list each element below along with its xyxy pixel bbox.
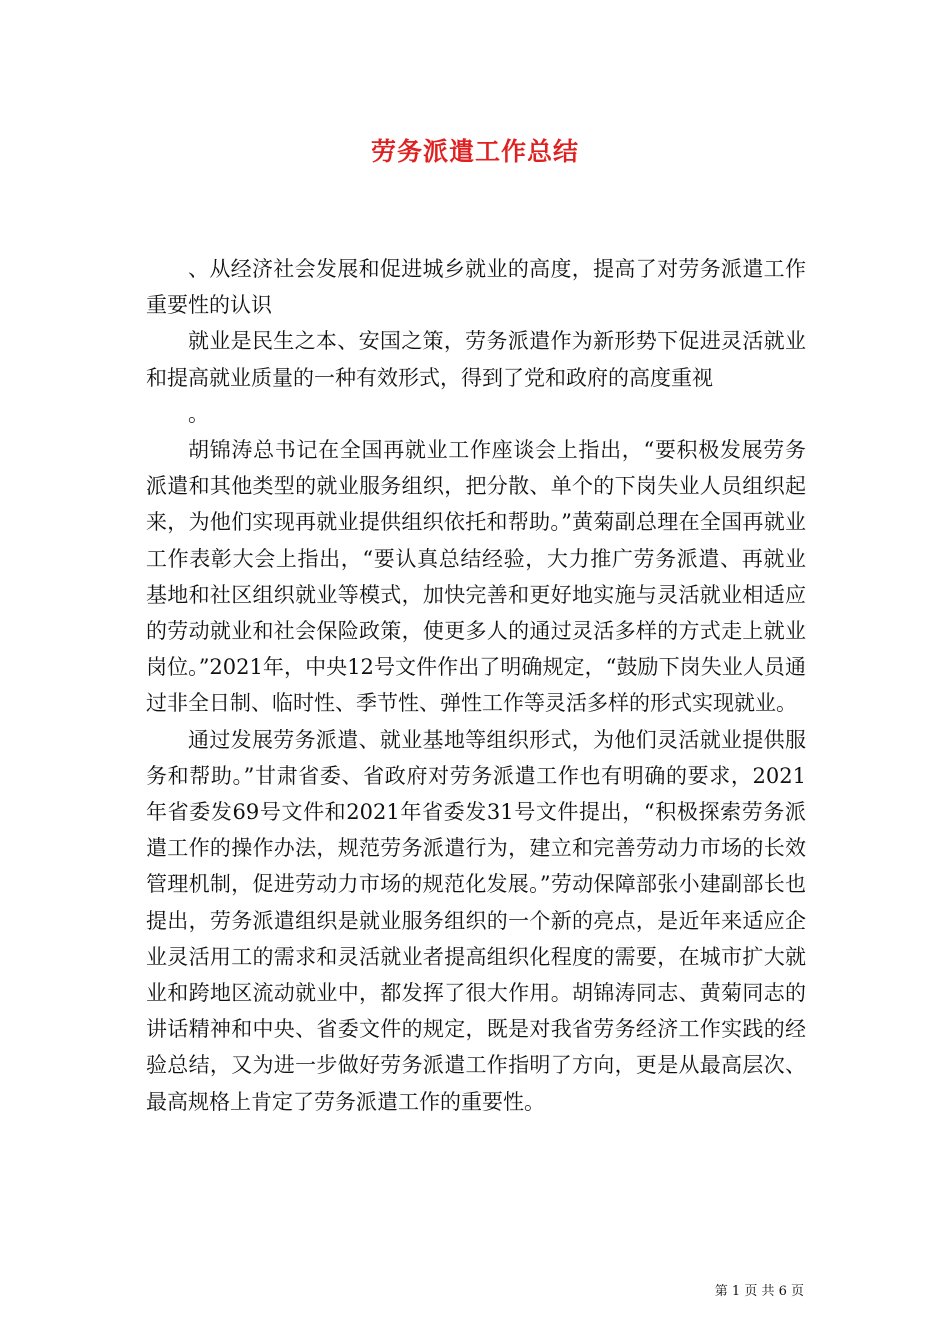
paragraph-1: 、从经济社会发展和促进城乡就业的高度，提高了对劳务派遣工作重要性的认识 <box>146 257 806 318</box>
page-number: 第 1 页 共 6 页 <box>714 1284 804 1299</box>
paragraph-2: 就业是民生之本、安国之策，劳务派遣作为新形势下促进灵活就业和提高就业质量的一种有效形式，得到了党和政府的高度重视 <box>146 329 806 390</box>
paragraph-4: 胡锦涛总书记在全国再就业工作座谈会上指出，“要积极发展劳务派遣和其他类型的就业服务组织，把分散、单个的下岗失业人员组织起来，为他们实现再就业提供组织依托和帮助。”黄菊副总理在全国再就业工作表彰大会上指出，“要认真总结经验，大力推广劳务派遣、再就业基地和社区组织就业等模式，加快完善和更好地实施与灵活就业相适应的劳动就业和社会保险政策，使更多人的通过灵活多样的方式走上就业岗位。”2021年，中央12号文件作出了明确规定，“鼓励下岗失业人员通过非全日制、临时性、季节性、弹性工作等灵活多样的形式实现就业。 <box>146 438 806 716</box>
paragraph-3: 。 <box>188 401 209 426</box>
paragraph-5: 通过发展劳务派遣、就业基地等组织形式，为他们灵活就业提供服务和帮助。”甘肃省委、省政府对劳务派遣工作也有明确的要求，2021年省委发69号文件和2021年省委发31号文件提出，“积极探索劳务派遣工作的操作办法，规范劳务派遣行为，建立和完善劳动力市场的长效管理机制，促进劳动力市场的规范化发展。”劳动保障部张小建副部长也提出，劳务派遣组织是就业服务组织的一个新的亮点，是近年来适应企业灵活用工的需求和灵活就业者提高组织化程度的需要，在城市扩大就业和跨地区流动就业中，都发挥了很大作用。胡锦涛同志、黄菊同志的讲话精神和中央、省委文件的规定，既是对我省劳务经济工作实践的经验总结，又为进一步做好劳务派遣工作指明了方向，更是从最高层次、最高规格上肯定了劳务派遣工作的重要性。 <box>146 727 806 1114</box>
document-body <box>146 251 806 1120</box>
document-title: 劳务派遣工作总结 <box>370 137 579 166</box>
